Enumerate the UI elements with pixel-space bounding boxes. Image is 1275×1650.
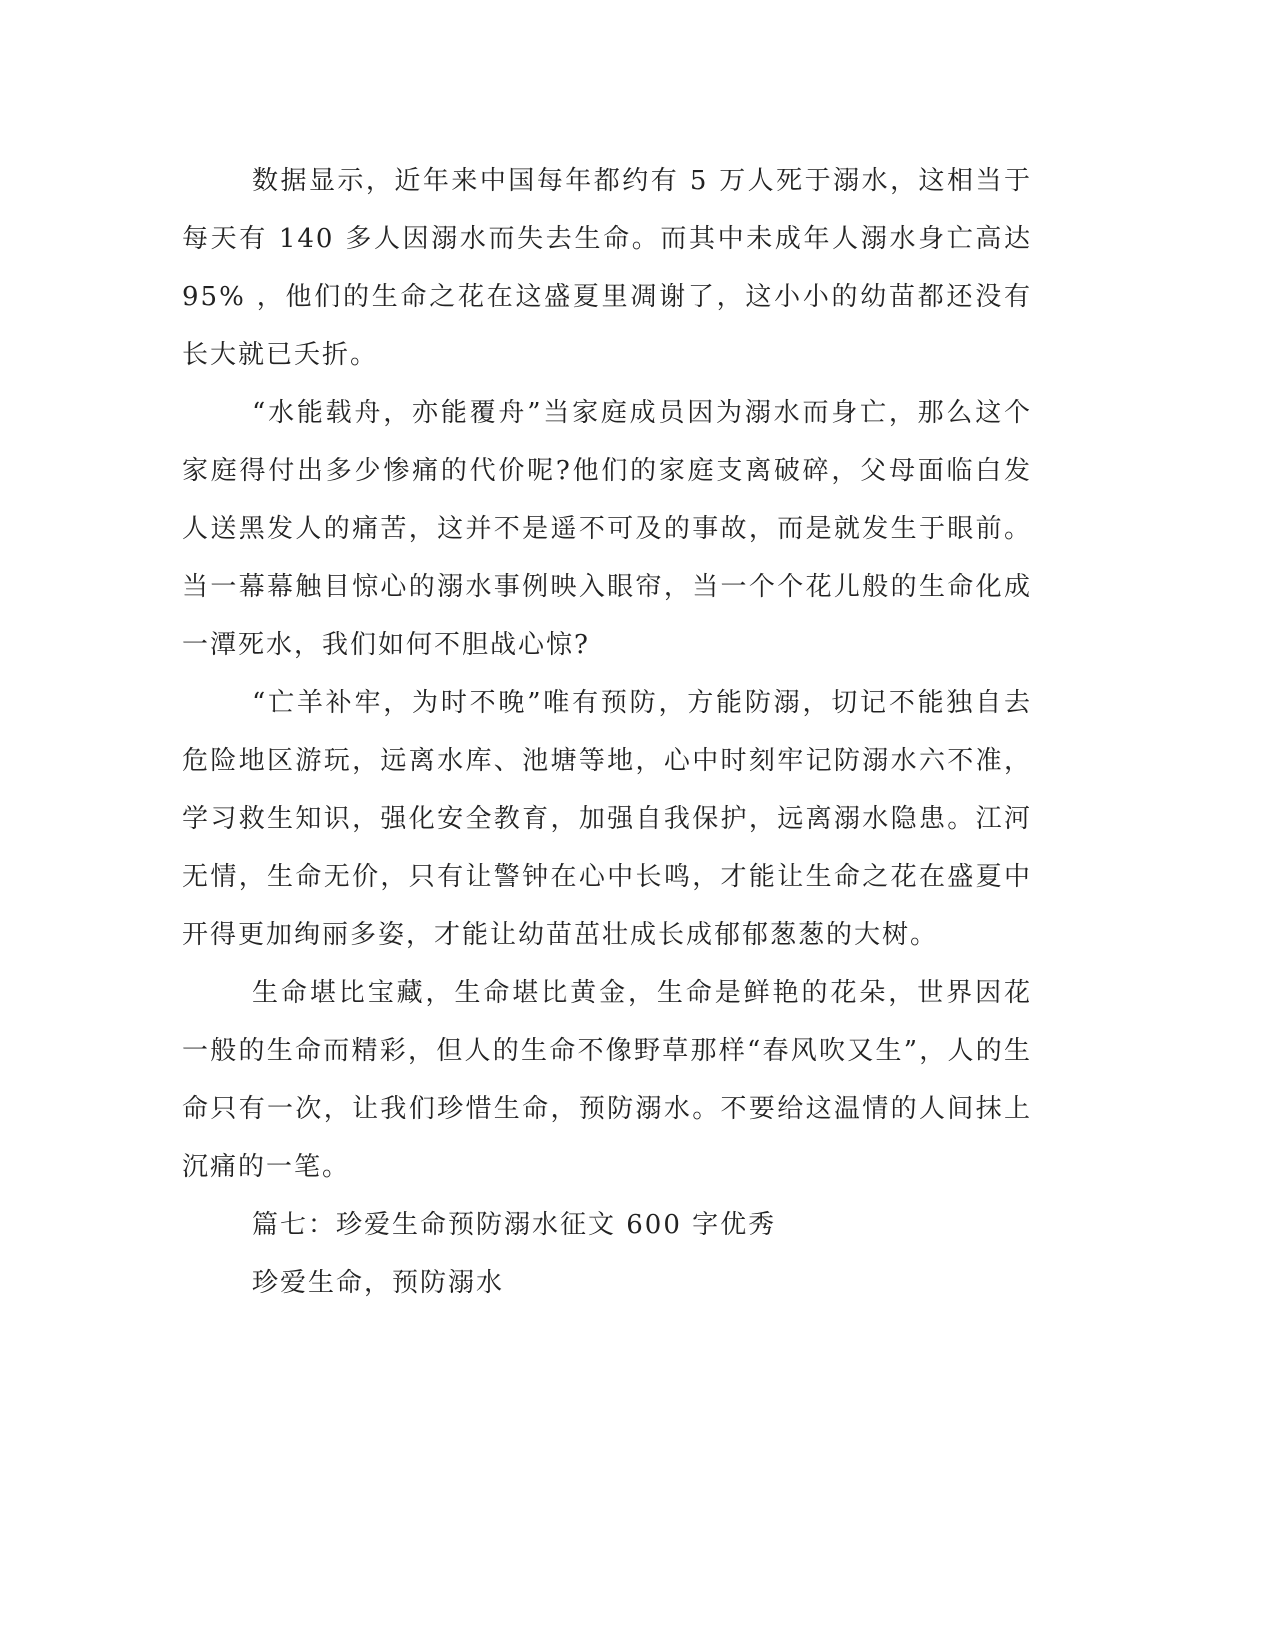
paragraph-prevention: “亡羊补牢，为时不晚”唯有预防，方能防溺，切记不能独自去危险地区游玩，远离水库、池塘等地，心中时刻牢记防溺水六不准，学习救生知识，强化安全教育，加强自我保护，远离溺水隐患。江河无情，生命无价，只有让警钟在心中长鸣，才能让生命之花在盛夏中开得更加绚丽多姿，才能让幼苗茁壮成长成郁郁葱葱的大树。 — [182, 688, 1032, 950]
paragraph-cherish-life: 生命堪比宝藏，生命堪比黄金，生命是鲜艳的花朵，世界因花一般的生命而精彩，但人的生命不像野草那样“春风吹又生”，人的生命只有一次，让我们珍惜生命，预防溺水。不要给这温情的人间抹上沉痛的一笔。 — [182, 978, 1032, 1182]
paragraph-statistics: 数据显示，近年来中国每年都约有 5 万人死于溺水，这相当于每天有 140 多人因溺水而失去生命。而其中未成年人溺水身亡高达 95% ，他们的生命之花在这盛夏里凋谢了，这小小的幼苗都还没有长大就已夭折。 — [182, 166, 1032, 370]
paragraph-family-cost: “水能载舟，亦能覆舟”当家庭成员因为溺水而身亡，那么这个家庭得付出多少惨痛的代价呢?他们的家庭支离破碎，父母面临白发人送黑发人的痛苦，这并不是遥不可及的事故，而是就发生于眼前。当一幕幕触目惊心的溺水事例映入眼帘，当一个个花儿般的生命化成一潭死水，我们如何不胆战心惊? — [182, 398, 1032, 660]
section-heading: 篇七：珍爱生命预防溺水征文 600 字优秀 — [252, 1210, 777, 1240]
document-body — [182, 152, 1032, 1312]
essay-title: 珍爱生命，预防溺水 — [252, 1268, 505, 1298]
